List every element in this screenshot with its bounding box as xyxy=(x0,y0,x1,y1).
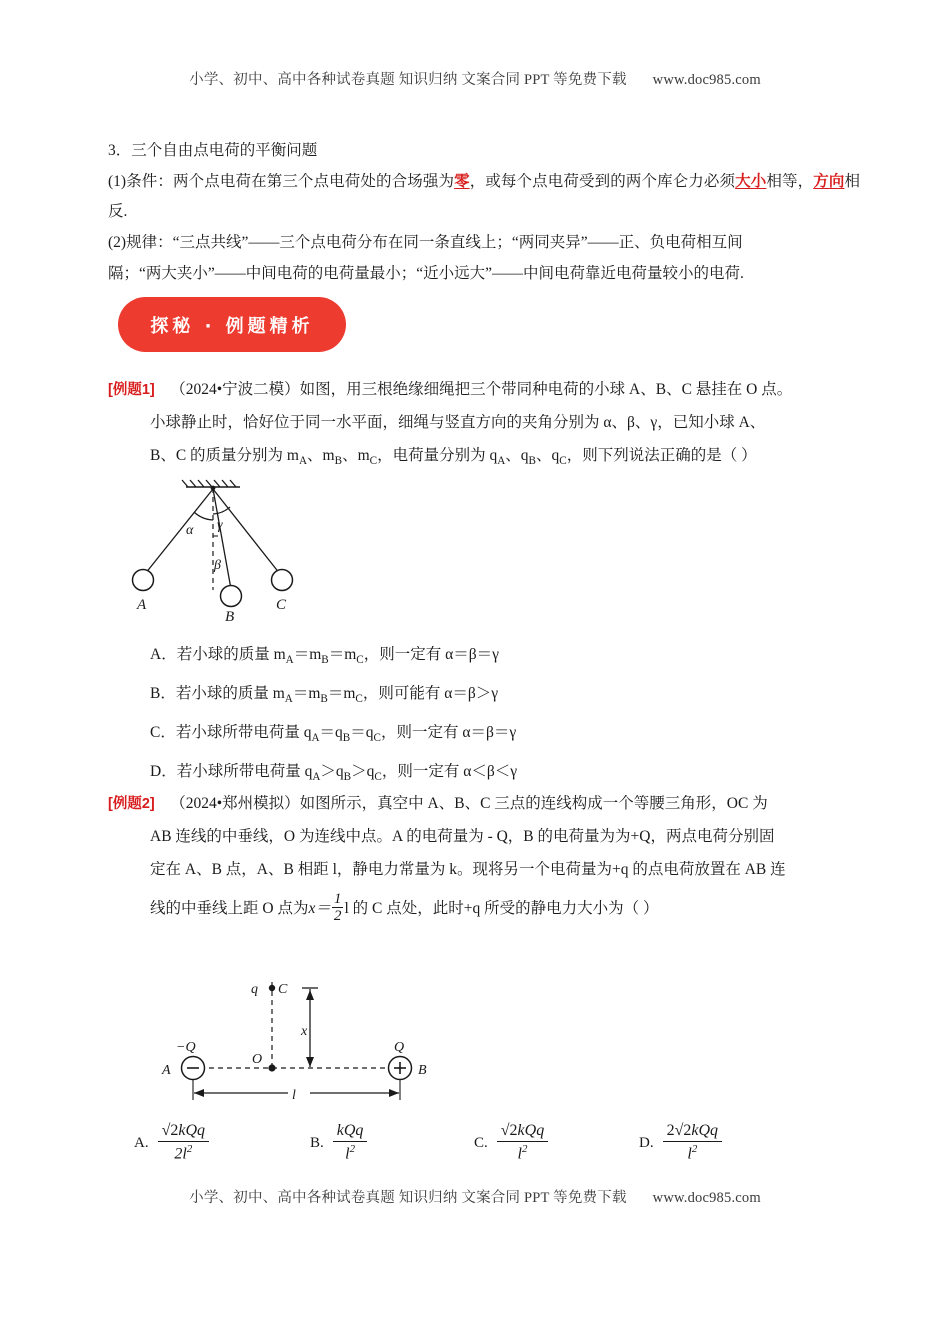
option-c-den-body: l xyxy=(517,1145,522,1163)
e1-l3-seg5: 、q xyxy=(505,447,529,464)
example-1-line-3 xyxy=(108,439,860,478)
example-1-first-line xyxy=(108,374,860,406)
emphasis-magnitude: 大小 xyxy=(735,173,767,190)
header-watermark-text: 小学、初中、高中各种试卷真题 知识归纳 文案合同 PPT 等免费下载 xyxy=(189,72,627,88)
e1-l3-seg3: 、m xyxy=(342,447,370,464)
example-1-line-2: 小球静止时，恰好位于同一水平面，细绳与竖直方向的夹角分别为 α、β、γ，已知小球 A、 xyxy=(150,414,766,431)
example-1-options xyxy=(108,638,860,794)
example-1-line-1: （2024•宁波二模）如图，用三根绝缘细绳把三个带同种电荷的小球 A、B、C 悬挂在 O 点。 xyxy=(170,381,793,398)
option-a-den-coef: 2 xyxy=(174,1145,183,1163)
label-point-b: B xyxy=(418,1063,427,1078)
option-d-letter: D. xyxy=(639,1134,654,1151)
emphasis-direction: 方向 xyxy=(813,173,845,190)
section-banner-wrap xyxy=(118,297,346,352)
footer-watermark xyxy=(0,1186,950,1207)
option-b-numerator xyxy=(333,1122,368,1141)
fraction-numerator: 1 xyxy=(333,890,342,908)
example-2-option-d[interactable] xyxy=(639,1122,722,1164)
label-angle-gamma: γ xyxy=(217,518,223,533)
example-2-option-c[interactable] xyxy=(474,1122,548,1164)
header-watermark xyxy=(0,68,950,89)
example-1-option-d[interactable]: D．若小球所带电荷量 $q_A>q_B>q_C$，则一定有 α＜β＜γ xyxy=(150,763,518,784)
option-a-denominator xyxy=(158,1141,209,1164)
option-a-den-exp: 2 xyxy=(186,1143,193,1156)
label-ball-c: C xyxy=(276,597,287,613)
l-dim-arrow-right xyxy=(389,1089,399,1097)
option-a-fraction xyxy=(158,1122,209,1164)
example-1-option-a[interactable]: A．若小球的质量 $m_A=m_B=m_C$，则一定有 α＝β＝γ xyxy=(150,646,499,667)
example-2-option-a[interactable] xyxy=(134,1122,209,1164)
option-d-den-body: l xyxy=(687,1145,692,1163)
emphasis-zero: 零 xyxy=(454,173,470,190)
ball-a xyxy=(133,570,154,591)
example-2-line-3: 定在 A、B 点，A、B 相距 l，静电力常量为 k。现将另一个电荷量为+q 的点电荷放置在 AB 连 xyxy=(150,861,786,878)
example-1-option-c[interactable]: C．若小球所带电荷量 $q_A=q_B=q_C$，则一定有 α＝β＝γ xyxy=(150,724,517,745)
e2-l4-seg1: 线的中垂线上距 O 点为 xyxy=(150,900,309,917)
option-d-num-body: kQq xyxy=(691,1122,719,1139)
label-charge-neg-q: −Q xyxy=(176,1040,196,1055)
example-2-line-1: （2024•郑州模拟）如图所示，真空中 A、B、C 三点的连线构成一个等腰三角形，OC 为 xyxy=(170,795,768,812)
footer-watermark-text: 小学、初中、高中各种试卷真题 知识归纳 文案合同 PPT 等免费下载 xyxy=(189,1190,627,1206)
option-a-numerator xyxy=(158,1122,209,1141)
e1-l3-seg2: 、m xyxy=(307,447,335,464)
e2-l4-var: x＝ xyxy=(308,900,331,917)
option-b-fraction xyxy=(333,1122,368,1164)
sqrt-icon: √2 xyxy=(161,1122,179,1139)
condition-mid: ，或每个点电荷受到的两个库仑力必须 xyxy=(469,173,736,190)
figure-hanging-charges xyxy=(118,476,348,624)
arc-alpha xyxy=(194,512,213,520)
example-1-option-b[interactable]: B．若小球的质量 $m_A=m_B=m_C$，则可能有 α＝β＞γ xyxy=(150,685,499,706)
option-d-numerator xyxy=(663,1122,722,1141)
label-ball-b: B xyxy=(225,609,235,624)
charge-c-dot xyxy=(269,985,275,991)
example-1-tag: [例题1] xyxy=(108,382,155,398)
label-point-a: A xyxy=(162,1063,171,1078)
l-dim-arrow-left xyxy=(194,1089,204,1097)
label-ball-a: A xyxy=(137,597,147,613)
knowledge-section xyxy=(108,136,860,290)
fraction-one-half xyxy=(332,891,344,924)
figure-point-charges xyxy=(140,968,470,1108)
example-2-first-line xyxy=(108,788,860,820)
option-a-letter: A. xyxy=(134,1134,149,1151)
e1-sub-ma: A xyxy=(298,455,308,468)
e1-l3-seg6: 、q xyxy=(536,447,560,464)
example-2-options xyxy=(134,1122,854,1182)
x-dim-arrow-down xyxy=(306,1057,314,1067)
option-d-denominator xyxy=(663,1141,722,1164)
ball-c xyxy=(272,570,293,591)
string-c xyxy=(213,489,280,574)
option-a-num-body: kQq xyxy=(178,1122,206,1139)
option-c-letter: C. xyxy=(474,1134,488,1151)
label-point-o: O xyxy=(252,1052,263,1067)
condition-paragraph xyxy=(108,167,860,227)
option-b-denominator xyxy=(333,1141,368,1164)
option-b-den-body: l xyxy=(345,1145,350,1163)
e1-sub-mb: B xyxy=(334,455,343,468)
example-1 xyxy=(108,374,860,478)
e1-sub-mc: C xyxy=(369,455,378,468)
option-c-num-pre: √2 xyxy=(500,1122,518,1139)
option-b-num-body: kQq xyxy=(336,1122,364,1139)
option-d-fraction xyxy=(663,1122,722,1164)
label-point-c: C xyxy=(278,982,288,997)
option-b-letter: B. xyxy=(310,1134,324,1151)
label-distance-l: l xyxy=(292,1088,296,1103)
x-dim-arrow-up xyxy=(306,990,314,1000)
section-banner xyxy=(118,297,346,352)
option-c-fraction xyxy=(497,1122,548,1164)
option-c-num-body: kQq xyxy=(517,1122,545,1139)
condition-tail: 相等， xyxy=(766,173,814,190)
example-2-line-4 xyxy=(108,886,860,932)
section-heading: 3．三个自由点电荷的平衡问题 xyxy=(108,142,318,159)
e1-l3-seg1: B、C 的质量分别为 m xyxy=(150,447,299,464)
string-a xyxy=(145,489,213,574)
option-a-den-body: l xyxy=(182,1145,187,1163)
header-watermark-site: www.doc985.com xyxy=(652,72,761,88)
figure-2-svg xyxy=(140,968,470,1108)
condition-lead: (1)条件：两个点电荷在第三个点电荷处的合场强为 xyxy=(108,173,455,190)
option-d-num-pre: 2√2 xyxy=(666,1122,692,1139)
label-distance-x: x xyxy=(301,1024,308,1039)
e1-l3-seg4: ，电荷量分别为 q xyxy=(377,447,498,464)
e1-sub-qa: A xyxy=(497,455,506,468)
string-b xyxy=(213,489,231,589)
label-charge-pos-q: Q xyxy=(394,1040,405,1055)
example-2 xyxy=(108,788,860,932)
ceiling-hatch-icon xyxy=(182,480,236,487)
option-c-den-exp: 2 xyxy=(521,1143,528,1156)
ball-b xyxy=(221,586,242,607)
e1-sub-qb: B xyxy=(528,455,536,468)
rule-line-1: (2)规律：“三点共线”——三个点电荷分布在同一条直线上；“两同夹异”——正、负电荷相互间 xyxy=(108,234,743,251)
label-angle-beta: β xyxy=(214,558,221,573)
rule-line-2: 隔；“两大夹小”——中间电荷的电荷量最小；“近小远大”——中间电荷靠近电荷量较小的电荷. xyxy=(108,265,744,282)
e2-l4-seg2: l 的 C 点处，此时+q 所受的静电力大小为（ ） xyxy=(344,900,659,917)
option-d-den-exp: 2 xyxy=(691,1143,698,1156)
condition-tail2: 相反. xyxy=(108,173,860,220)
footer-watermark-site: www.doc985.com xyxy=(652,1190,761,1206)
option-b-den-exp: 2 xyxy=(349,1143,356,1156)
label-charge-q: q xyxy=(251,982,258,997)
point-o-dot xyxy=(268,1064,275,1071)
example-2-tag: [例题2] xyxy=(108,796,155,812)
fraction-denominator: 2 xyxy=(333,907,342,925)
example-2-line-2: AB 连线的中垂线，O 为连线中点。A 的电荷量为 - Q，B 的电荷量为为+Q，两点电荷分别固 xyxy=(150,828,775,845)
option-c-numerator xyxy=(497,1122,548,1141)
section-banner-label: 探秘 · 例题精析 xyxy=(150,315,314,337)
label-angle-alpha: α xyxy=(186,523,194,538)
example-2-option-b[interactable] xyxy=(310,1122,367,1164)
option-c-denominator xyxy=(497,1141,548,1164)
figure-1-svg xyxy=(118,476,348,624)
e1-sub-qc: C xyxy=(559,455,567,468)
e1-l3-seg7: ，则下列说法正确的是（ ） xyxy=(566,447,757,464)
